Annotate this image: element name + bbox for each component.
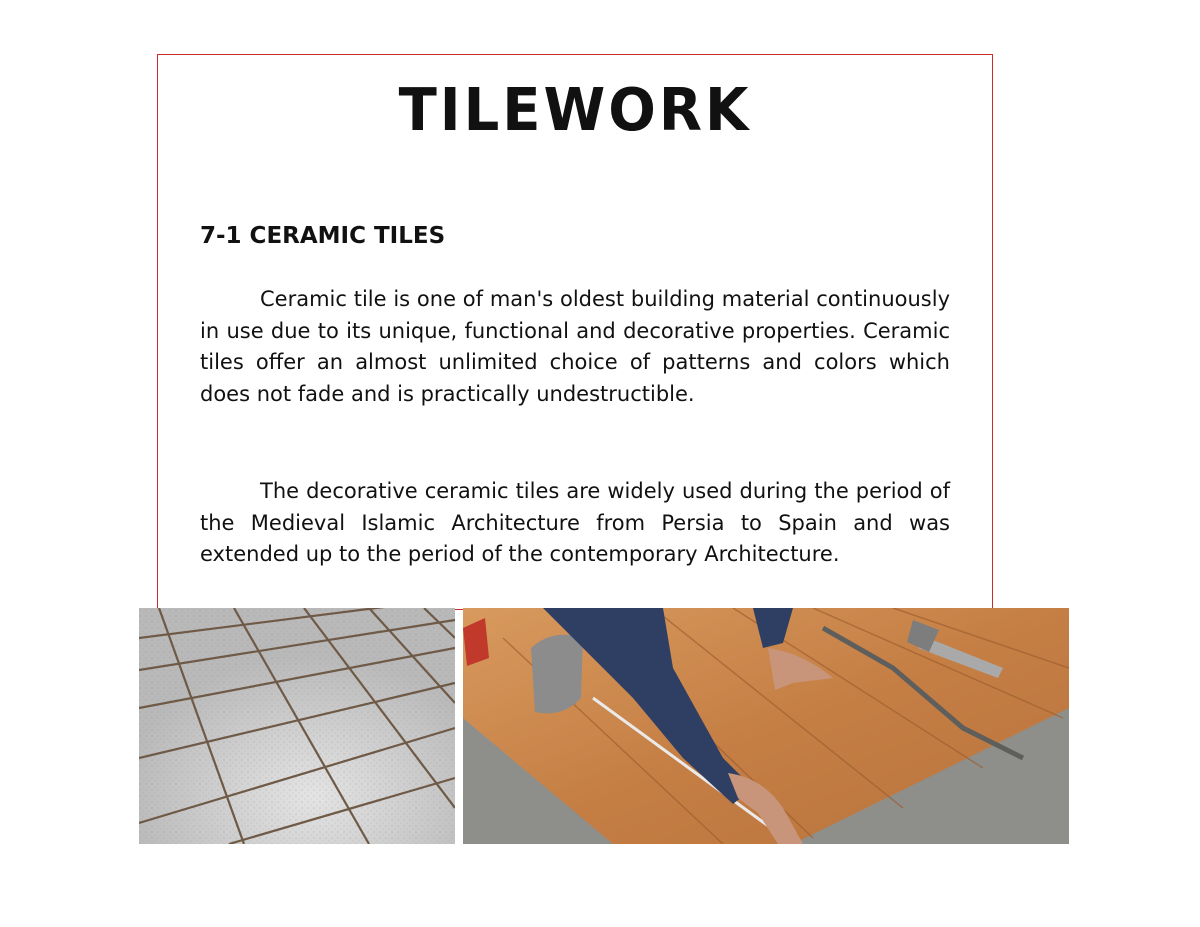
body-paragraph: Ceramic tile is one of man's oldest building material continuously in use due to its unique, functional and decorative properties. Ceramic tiles offer an almost unlimited choice of patterns and colors which does not fade and is practically undestructible. bbox=[200, 287, 950, 406]
page-title: TILEWORK bbox=[398, 76, 752, 145]
body-paragraph: The decorative ceramic tiles are widely used during the period of the Medieval Islamic Architecture from Persia to Spain and was extended up to the period of the contemporary Architecture. bbox=[200, 479, 950, 566]
wood-pattern-tile-installation-photo bbox=[463, 608, 1069, 844]
document-page bbox=[157, 54, 993, 610]
grey-ceramic-tile-floor-photo bbox=[139, 608, 455, 844]
section-heading: 7-1 CERAMIC TILES bbox=[200, 223, 446, 249]
